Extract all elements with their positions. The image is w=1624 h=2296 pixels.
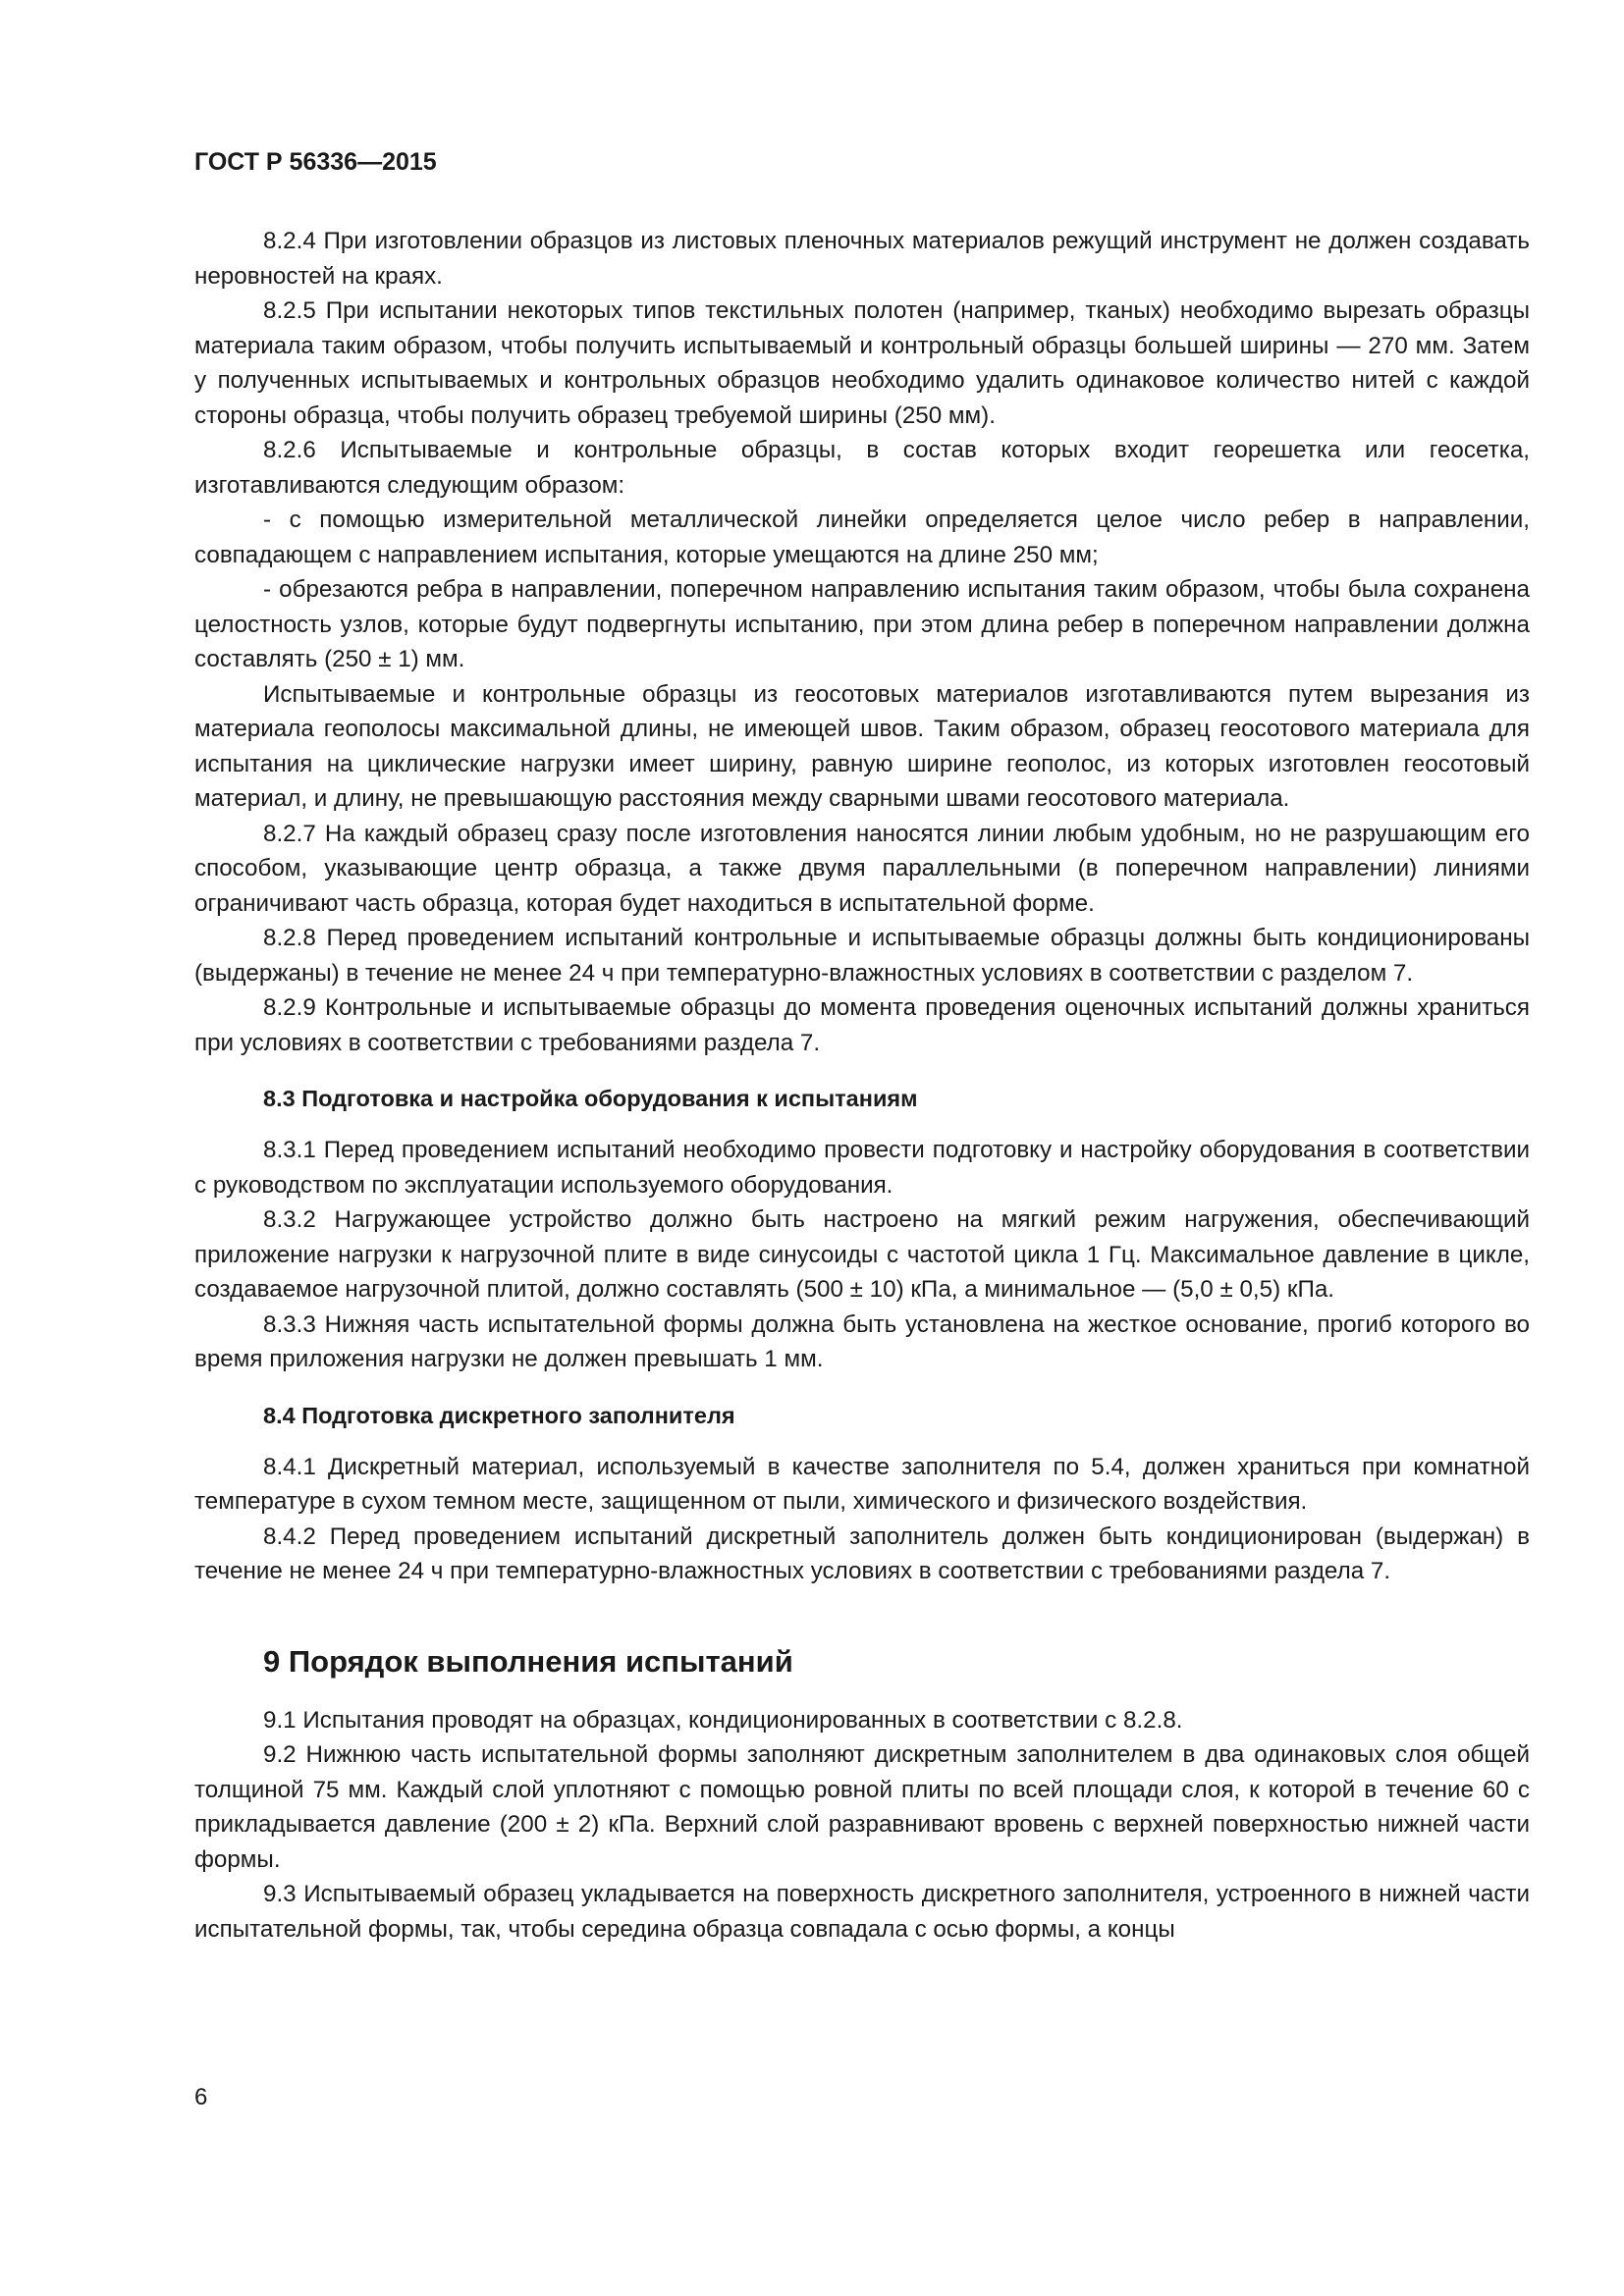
paragraph: 8.3.3 Нижняя часть испытательной формы должна быть установлена на жесткое основание, прогиб которого во время приложения нагрузки не должен превышать 1 мм.: [194, 1310, 1530, 1372]
paragraph: 8.4.1 Дискретный материал, используемый в качестве заполнителя по 5.4, должен храниться при комнатной температуре в сухом темном месте, защищенном от пыли, химического и физического воздействия.: [194, 1453, 1530, 1515]
paragraph: 9.1 Испытания проводят на образцах, кондиционированных в соответствии с 8.2.8.: [263, 1706, 1183, 1734]
paragraph: 9.2 Нижнюю часть испытательной формы заполняют дискретным заполнителем в два одинаковых слоя общей толщиной 75 мм. Каждый слой уплотняют с помощью ровной плиты по всей площади слоя, к которой в течение 60 с прикладывается давление (200 ± 2) кПа. Верхний слой разравнивают вровень с верхней поверхностью нижней части формы.: [194, 1741, 1530, 1873]
paragraph: 8.2.7 На каждый образец сразу после изготовления наносятся линии любым удобным, но не разрушающим его способом, указывающие центр образца, а также двумя параллельными (в поперечном направлении) линиями ограничивают часть образца, которая будет находиться в испытательной форме.: [194, 820, 1530, 917]
paragraph: 8.2.9 Контрольные и испытываемые образцы до момента проведения оценочных испытаний должны храниться при условиях в соответствии с требованиями раздела 7.: [194, 994, 1530, 1056]
document-code: ГОСТ Р 56336—2015: [194, 148, 437, 176]
paragraph: 8.3.1 Перед проведением испытаний необходимо провести подготовку и настройку оборудования в соответствии с руководством по эксплуатации используемого оборудования.: [194, 1137, 1530, 1199]
paragraph: 8.2.8 Перед проведением испытаний контрольные и испытываемые образцы должны быть кондиционированы (выдержаны) в течение не менее 24 ч при температурно-влажностных условиях в соответствии с разделом 7.: [194, 925, 1530, 987]
paragraph: 8.2.6 Испытываемые и контрольные образцы, в состав которых входит георешетка или геосетка, изготавливаются следующим образом:: [194, 437, 1530, 499]
paragraph: 8.4.2 Перед проведением испытаний дискретный заполнитель должен быть кондиционирован (выдержан) в течение не менее 24 ч при температурно-влажностных условиях в соответствии с требованиями раздела 7.: [194, 1522, 1530, 1584]
paragraph: - обрезаются ребра в направлении, поперечном направлению испытания таким образом, чтобы была сохранена целостность узлов, которые будут подвергнуты испытанию, при этом длина ребер в поперечном направлении должна составлять (250 ± 1) мм.: [194, 576, 1530, 672]
body-text: [194, 224, 1530, 1947]
section-heading: 9 Порядок выполнения испытаний: [263, 1643, 793, 1679]
paragraph: 8.2.4 При изготовлении образцов из листовых пленочных материалов режущий инструмент не должен создавать неровностей на краях.: [194, 228, 1530, 290]
paragraph: - с помощью измерительной металлической линейки определяется целое число ребер в направлении, совпадающем с направлением испытания, которые умещаются на длине 250 мм;: [194, 507, 1530, 568]
subsection-heading: 8.4 Подготовка дискретного заполнителя: [263, 1402, 735, 1428]
paragraph: 8.2.5 При испытании некоторых типов текстильных полотен (например, тканых) необходимо вырезать образцы материала таким образом, чтобы получить испытываемый и контрольный образцы большей ширины — 270 мм. Затем у полученных испытываемых и контрольных образцов необходимо удалить одинаковое количество нитей с каждой стороны образца, чтобы получить образец требуемой ширины (250 мм).: [194, 297, 1530, 429]
paragraph: 8.3.2 Нагружающее устройство должно быть настроено на мягкий режим нагружения, обеспечивающий приложение нагрузки к нагрузочной плите в виде синусоиды с частотой цикла 1 Гц. Максимальное давление в цикле, создаваемое нагрузочной плитой, должно составлять (500 ± 10) кПа, а минимальное — (5,0 ± 0,5) кПа.: [194, 1206, 1530, 1303]
page-number: 6: [194, 2084, 208, 2110]
subsection-heading: 8.3 Подготовка и настройка оборудования к испытаниям: [263, 1086, 918, 1111]
page-content: [194, 147, 1530, 1947]
paragraph: Испытываемые и контрольные образцы из геосотовых материалов изготавливаются путем вырезания из материала геополосы максимальной длины, не имеющей швов. Таким образом, образец геосотового материала для испытания на циклические нагрузки имеет ширину, равную ширине геополос, из которых изготовлен геосотовый материал, и длину, не превышающую расстояния между сварными швами геосотового материала.: [194, 680, 1530, 812]
paragraph: 9.3 Испытываемый образец укладывается на поверхность дискретного заполнителя, устроенного в нижней части испытательной формы, так, чтобы середина образца совпадала с осью формы, а концы: [194, 1881, 1530, 1943]
